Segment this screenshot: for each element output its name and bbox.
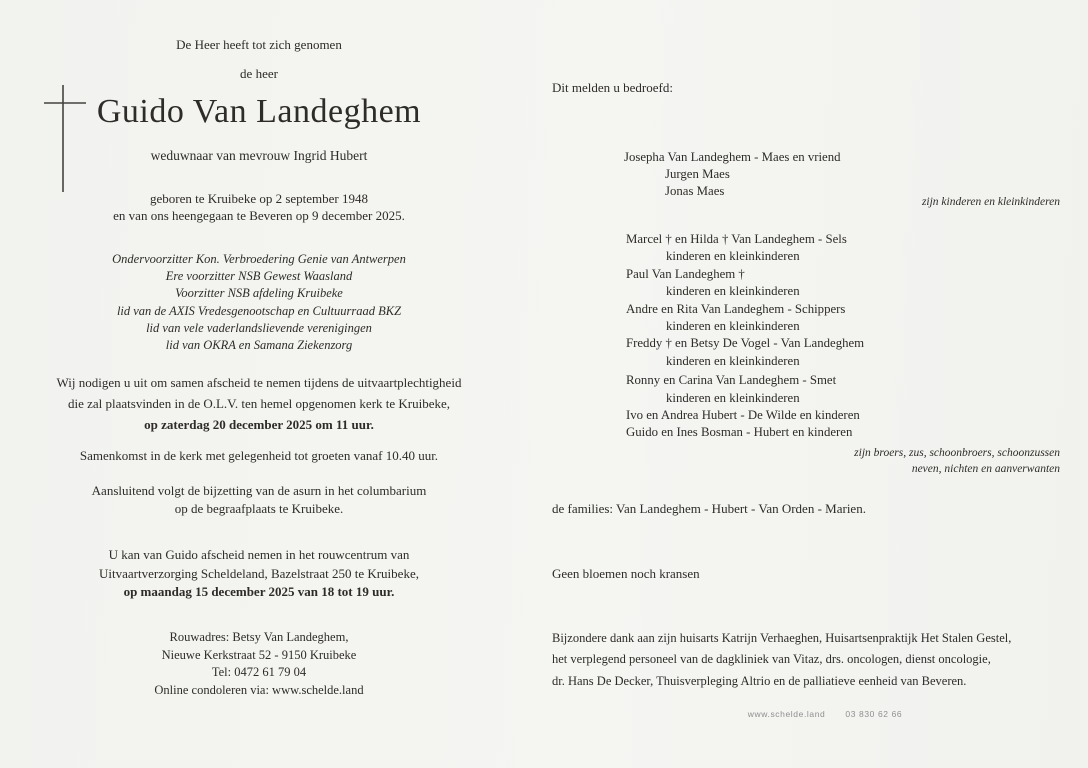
mourning-address-block [28,629,490,699]
mourning-address-street: Nieuwe Kerkstraat 52 - 9150 Kruibeke [161,647,357,662]
online-condolence-line: Online condoleren via: www.schelde.land [154,682,364,697]
mourner-name: Josepha Van Landeghem - Maes en vriend [624,150,841,164]
invitation-line: die zal plaatsvinden in de O.L.V. ten hemel opgenomen kerk te Kruibeke, [67,396,451,411]
salutation-line: de heer [240,66,278,81]
mourner-name: Jurgen Maes [665,167,730,181]
thanks-line: het verplegend personeel van de dagkliniek van Vitaz, drs. oncologen, dienst oncologie, [552,652,991,667]
mourner-sub: kinderen en kleinkinderen [666,249,800,264]
gathering-line: Samenkomst in de kerk met gelegenheid tot groeten vanaf 10.40 uur. [79,448,439,463]
visitation-date-line: op maandag 15 december 2025 van 18 tot 19 uur. [123,584,395,599]
relatives-relation-line: zijn broers, zus, schoonbroers, schoonzussen [854,447,1060,459]
intro-line: De Heer heeft tot zich genomen [176,37,342,52]
mourner-sub: kinderen en kleinkinderen [666,390,800,405]
visitation-line: Uitvaartverzorging Scheldeland, Bazelstraat 250 te Kruibeke, [99,565,419,581]
mourner-sub: kinderen en kleinkinderen [666,319,800,334]
honorary-titles-block [28,251,490,354]
title-line: Voorzitter NSB afdeling Kruibeke [175,286,343,301]
title-line: Ondervoorzitter Kon. Verbroedering Genie van Antwerpen [112,252,406,266]
thanks-line: dr. Hans De Decker, Thuisverpleging Altrio en de palliatieve eenheid van Beveren. [552,673,967,688]
visitation-line: U kan van Guido afscheid nemen in het rouwcentrum van [108,547,410,562]
mourning-address-name: Rouwadres: Betsy Van Landeghem, [169,630,349,644]
columbarium-block [28,482,490,518]
deceased-name: Guido Van Landeghem [96,93,422,130]
thanks-line: Bijzondere dank aan zijn huisarts Katrijn Verhaeghen, Huisartsenpraktijk Het Stalen Gestel, [552,631,1012,645]
mourner-name: Ivo en Andrea Hubert - De Wilde en kinderen [626,408,860,423]
mourner-name: Freddy † en Betsy De Vogel - Van Landeghem [626,336,865,351]
printer-phone: 03 830 62 66 [845,709,903,719]
columbarium-line: Aansluitend volgt de bijzetting van de asurn in het columbarium [91,483,427,498]
columbarium-line: op de begraafplaats te Kruibeke. [174,501,344,516]
mourners-heading: Dit melden u bedroefd: [552,80,673,95]
printer-footer [700,709,950,719]
relatives-relation-line: neven, nichten en aanverwanten [911,463,1060,475]
spouse-line: weduwnaar van mevrouw Ingrid Hubert [150,148,368,163]
title-line: lid van de AXIS Vredesgenootschap en Cultuurraad BKZ [116,303,402,318]
no-flowers-line: Geen bloemen noch kransen [552,566,700,581]
mourner-sub: kinderen en kleinkinderen [666,353,800,368]
acknowledgements-block [552,628,1060,692]
invitation-line: Wij nodigen u uit om samen afscheid te nemen tijdens de uitvaartplechtigheid [56,375,462,390]
mourner-name: Guido en Ines Bosman - Hubert en kinderen [626,425,853,440]
children-group [552,149,1060,200]
mourner-name: Jonas Maes [665,184,725,198]
funeral-date-line: op zaterdag 20 december 2025 om 11 uur. [144,417,374,432]
families-line: de families: Van Landeghem - Hubert - Van Orden - Marien. [552,501,866,516]
mourning-address-phone: Tel: 0472 61 79 04 [211,665,307,679]
title-line: lid van vele vaderlandslievende verenigingen [146,320,372,335]
mourner-name: Paul Van Landeghem † [626,266,745,281]
mourner-name: Marcel † en Hilda † Van Landeghem - Sels [626,232,847,246]
mourner-sub: kinderen en kleinkinderen [666,284,800,299]
visitation-block [28,546,490,602]
relatives-group [552,231,1060,442]
mourner-name: Andre en Rita Van Landeghem - Schippers [626,301,846,316]
funeral-invitation-block [28,372,490,435]
children-relation-label: zijn kinderen en kleinkinderen [921,196,1060,208]
title-line: Ere voorzitter NSB Gewest Waasland [165,269,353,284]
relatives-relation-label [552,445,1084,477]
title-line: lid van OKRA en Samana Ziekenzorg [165,338,353,353]
death-line: en van ons heengegaan te Beveren op 9 december 2025. [113,208,405,223]
mourner-name: Ronny en Carina Van Landeghem - Smet [626,373,837,388]
birth-death-block [28,190,490,224]
birth-line: geboren te Kruibeke op 2 september 1948 [149,191,369,206]
printer-website: www.schelde.land [747,709,826,719]
